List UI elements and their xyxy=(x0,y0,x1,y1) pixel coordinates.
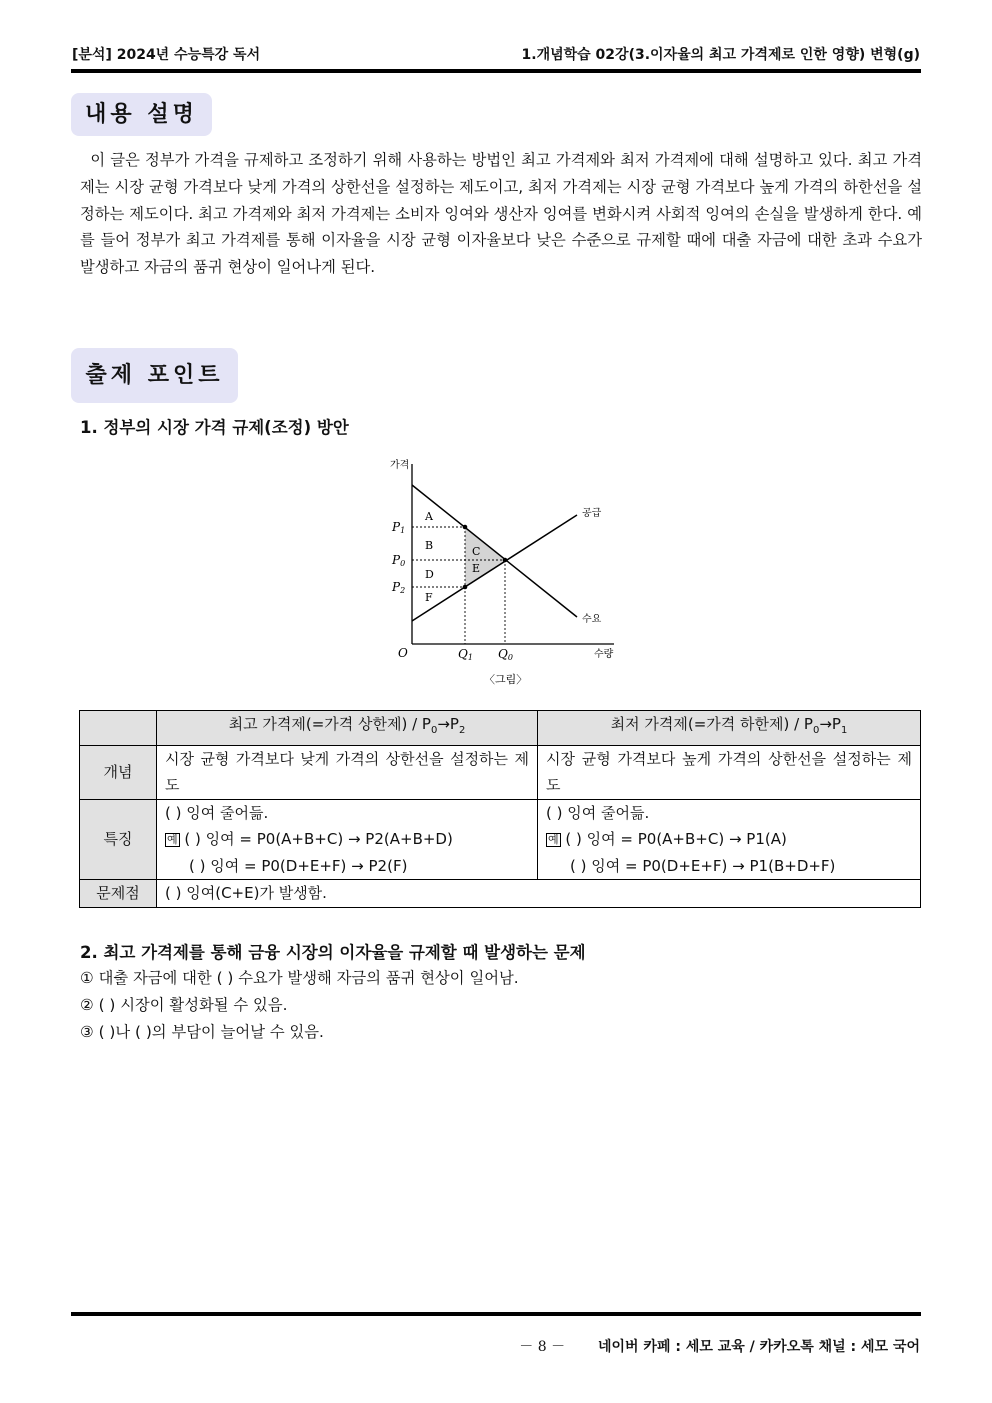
table-corner xyxy=(80,711,157,746)
point-q1-demand xyxy=(463,525,468,530)
list-item: ① 대출 자금에 대한 ( ) 수요가 발생해 자금의 품귀 현상이 일어남. xyxy=(80,969,519,987)
region-b: B xyxy=(425,539,434,552)
row-label-problem: 문제점 xyxy=(80,880,157,908)
page-number: － 8 － xyxy=(519,1339,566,1355)
svg-text:P2 xyxy=(391,580,405,595)
footer-rule xyxy=(71,1312,921,1316)
example-icon: 예 xyxy=(167,833,178,846)
q1-label: Q xyxy=(458,647,468,661)
price-control-figure xyxy=(378,452,618,690)
origin-label: O xyxy=(398,646,408,660)
col-header-ceiling: 최고 가격제(=가격 상한제) / $P_0\to P_2$ xyxy=(157,711,538,746)
col-header-floor: 최저 가격제(=가격 하한제) / $P_0\to P_1$ xyxy=(538,711,921,746)
point-equilibrium xyxy=(503,558,508,563)
p0-sub: 0 xyxy=(400,559,406,568)
example-icon: 예 xyxy=(548,833,559,846)
cell-concept-ceiling: 시장 균형 가격보다 낮게 가격의 상한선을 설정하는 제도 xyxy=(157,745,538,799)
svg-text:Q0 xyxy=(498,647,513,662)
section-title-explanation: 내용 설명 xyxy=(71,93,212,136)
q0-label: Q xyxy=(498,647,508,661)
figure-caption: 〈그림〉 xyxy=(484,673,528,686)
problem-list xyxy=(80,965,519,1045)
svg-text:P0 xyxy=(391,553,405,568)
region-f: F xyxy=(425,591,433,604)
shaded-deadweight-area xyxy=(465,527,505,587)
subheading-1: 1. 정부의 시장 가격 규제(조정) 방안 xyxy=(80,418,349,437)
x-axis-label: 수량 xyxy=(594,649,614,660)
supply-label: 공급 xyxy=(582,508,602,519)
q0-sub: 0 xyxy=(507,653,513,662)
subheading-2: 2. 최고 가격제를 통해 금융 시장의 이자율을 규제할 때 발생하는 문제 xyxy=(80,943,586,962)
svg-text:Q1 xyxy=(458,647,473,662)
region-e: E xyxy=(472,562,481,575)
demand-line xyxy=(412,485,577,617)
header-left: [분석] 2024년 수능특강 독서 xyxy=(72,47,261,63)
region-d: D xyxy=(425,568,434,581)
y-axis-label: 가격 xyxy=(390,460,410,471)
page-header xyxy=(72,44,920,66)
cell-feature-ceiling: ( ) 잉여 줄어듦. 예 ( ) 잉여 = P0(A+B+C) → P2(A+B+D) ( ) 잉여 = P0(D+E+F) → P2(F) xyxy=(157,799,538,880)
p2-label: P xyxy=(392,580,401,594)
header-right: 1.개념학습 02강(3.이자율의 최고 가격제로 인한 영향) 변형(g) xyxy=(521,47,920,63)
q1-sub: 1 xyxy=(467,653,473,662)
price-control-table xyxy=(79,710,921,908)
cell-problem: ( ) 잉여(C+E)가 발생함. xyxy=(157,880,921,908)
section-title-points: 출제 포인트 xyxy=(71,348,238,403)
point-q1-supply xyxy=(463,585,468,590)
p0-label: P xyxy=(392,553,401,567)
region-c: C xyxy=(472,545,481,558)
explanation-paragraph xyxy=(80,147,922,281)
p1-label: P xyxy=(392,520,401,534)
row-label-concept: 개념 xyxy=(80,745,157,799)
supply-line xyxy=(412,515,577,621)
cell-concept-floor: 시장 균형 가격보다 높게 가격의 상한선을 설정하는 제도 xyxy=(538,745,921,799)
demand-label: 수요 xyxy=(582,614,602,625)
footer-text: 네이버 카페 : 세모 교육 / 카카오톡 채널 : 세모 국어 xyxy=(597,1339,920,1355)
cell-feature-floor: ( ) 잉여 줄어듦. 예 ( ) 잉여 = P0(A+B+C) → P1(A) ( ) 잉여 = P0(D+E+F) → P1(B+D+F) xyxy=(538,799,921,880)
p1-sub: 1 xyxy=(400,526,406,535)
p2-sub: 2 xyxy=(400,586,406,595)
page-footer xyxy=(519,1336,920,1356)
list-item: ② ( ) 시장이 활성화될 수 있음. xyxy=(80,995,288,1014)
region-a: A xyxy=(425,510,433,523)
row-label-feature: 특징 xyxy=(80,799,157,880)
header-rule xyxy=(71,69,921,73)
list-item: ③ ( )나 ( )의 부담이 늘어날 수 있음. xyxy=(80,1022,324,1041)
explanation-text: 이 글은 정부가 가격을 규제하고 조정하기 위해 사용하는 방법인 최고 가격제와 최저 가격제에 대해 설명하고 있다. 최고 가격제는 시장 균형 가격보다 낮게 가격의 상한선을 설정하는 제도이고, 최저 가격제는 시장 균형 가격보다 높게 가격의 하한선을 설정하는 제도이다. 최고 가격제와 최저 가격제는 소비자 잉여와 생산자 잉여를 변화시켜 사회적 잉여의 손실을 발생하게 한다. 예를 들어 정부가 최고 가격제를 통해 이자율을 시장 균형 이자율보다 낮은 수준으로 규제할 때에 대출 자금에 대한 초과 수요가 발생하고 자금의 품귀 현상이 일어나게 된다. xyxy=(80,151,922,277)
svg-text:P1 xyxy=(391,520,405,535)
